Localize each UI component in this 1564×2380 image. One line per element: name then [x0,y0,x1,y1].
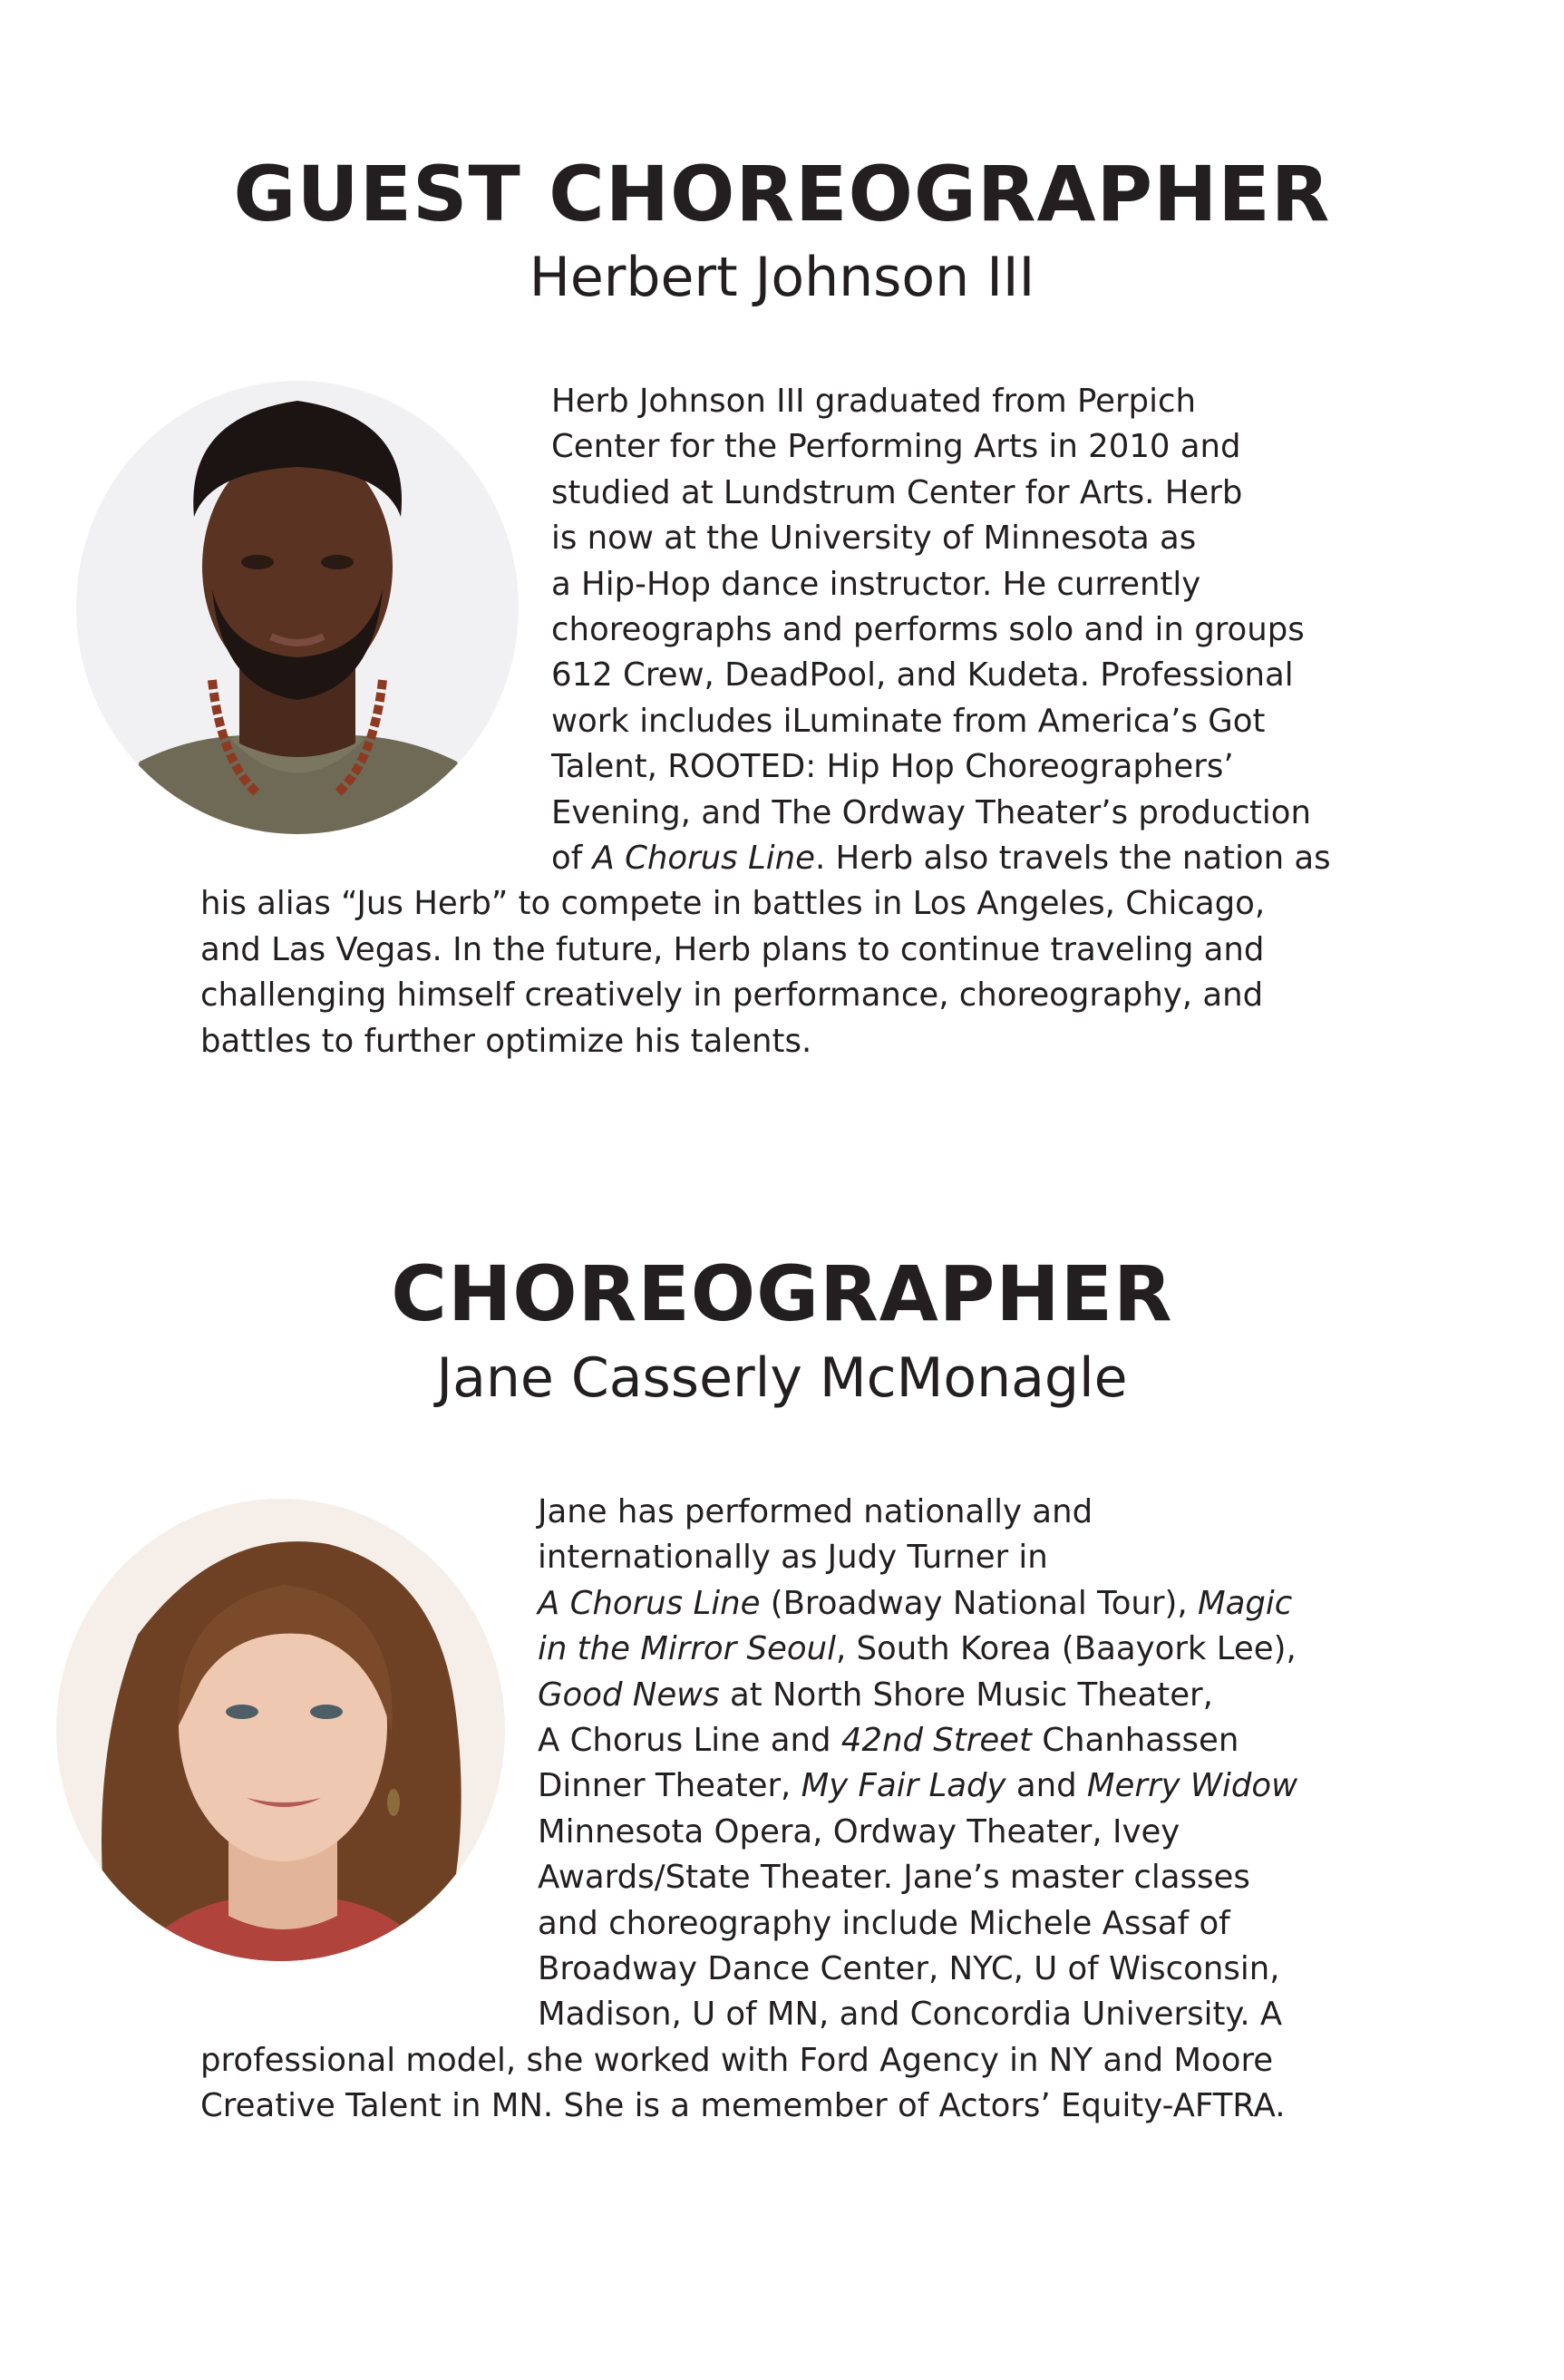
bio-italic-title: in the Mirror Seoul [538,1630,836,1668]
bio-line [200,1901,1297,1947]
bio-line [200,424,1331,470]
choreographer-name: Jane Casserly McMonagle [436,1346,1128,1410]
bio-line [200,2038,1297,2084]
bio-text-run: Jane has performed nationally and [538,1493,1093,1530]
bio-text-run: work includes iLuminate from America’s Got [551,702,1266,740]
bio-italic-title: 42nd Street [840,1722,1032,1760]
bio-line [200,562,1331,607]
bio-line [200,516,1331,561]
bio-text-run: of [551,840,593,878]
bio-line [200,1490,1297,1535]
bio-text-run: , South Korea (Baayork Lee), [835,1630,1297,1668]
bio-text-run: Talent, ROOTED: Hip Hop Choreographers’ [551,748,1234,786]
bio-line [200,607,1331,653]
bio-italic-title: Magic [1197,1584,1293,1622]
bio-text-run: professional model, she worked with Ford Agency in NY and Moore [200,2041,1274,2079]
bio-text-run: Creative Talent in MN. She is a memember of Actors’ Equity-AFTRA. [200,2087,1286,2125]
bio-text-run: Broadway Dance Center, NYC, U of Wisconsin, [538,1950,1280,1988]
choreographer-name: Herbert Johnson III [529,246,1035,309]
bio-italic-title: A Chorus Line [592,840,815,878]
bio-text-run: his alias “Jus Herb” to compete in battles in Los Angeles, Chicago, [200,885,1266,923]
bio-text-run: internationally as Judy Turner in [538,1539,1048,1577]
bio-text-run: is now at the University of Minnesota as [551,520,1197,558]
bio-text-run: Madison, U of MN, and Concordia University. A [538,1996,1283,2034]
bio-text-run: Minnesota Opera, Ordway Theater, Ivey [538,1812,1180,1851]
bio-text-run: 612 Crew, DeadPool, and Kudeta. Professional [551,656,1294,695]
bio-line [200,1581,1297,1627]
bio-line [200,1535,1297,1580]
bio-line [200,1627,1297,1672]
bio-text-run: and Las Vegas. In the future, Herb plans to continue traveling and [200,930,1265,968]
bio-text-run: Herb Johnson III graduated from Perpich [551,383,1196,420]
bio-text-run: and choreography include Michele Assaf of [538,1904,1230,1942]
bio-line [200,699,1331,744]
bio-line [200,1992,1297,2037]
bio-line [200,471,1331,516]
bio-text-run: Awards/State Theater. Jane’s master classes [538,1859,1250,1897]
bio-text-run: studied at Lundstrum Center for Arts. Herb [551,473,1243,511]
bio-italic-title: Good News [538,1676,720,1714]
section-heading: GUEST CHOREOGRAPHER [233,150,1331,238]
bio-line [200,379,1331,424]
bio-line [200,1947,1297,1992]
bio-text-run: challenging himself creatively in performance, choreography, and [200,976,1264,1015]
bio-text [200,379,1331,1064]
bio-line [200,1810,1297,1855]
bio-text-run: (Broadway National Tour), [760,1584,1198,1622]
bio-text-run: battles to further optimize his talents. [200,1022,812,1060]
bio-line [200,1718,1297,1763]
bio-line [200,791,1331,836]
bio-italic-title: Merry Widow [1086,1767,1298,1805]
bio-text-run: and [1005,1767,1087,1805]
bio-line [200,928,1331,973]
bio-line [200,1019,1331,1064]
bio-text-run: . Herb also travels the nation as [814,840,1331,878]
bio-text-run: Chanhassen [1031,1722,1239,1760]
bio-text-run: at North Shore Music Theater, [719,1676,1213,1714]
bio-text-run: Evening, and The Ordway Theater’s production [551,793,1311,831]
bio-line [200,881,1331,927]
bio-line [200,1855,1297,1900]
section-heading: CHOREOGRAPHER [391,1249,1173,1338]
bio-text-run: A Chorus Line and [538,1722,841,1760]
bio-line [200,2084,1297,2129]
bio-line [200,1673,1297,1718]
bio-line [200,744,1331,790]
bio-text-run: choreographs and performs solo and in groups [551,611,1305,649]
bio-italic-title: A Chorus Line [538,1584,761,1622]
bio-text-run: Dinner Theater, [538,1767,801,1805]
bio-text-run: Center for the Performing Arts in 2010 and [551,428,1241,466]
bio-line [200,1763,1297,1809]
bio-text [200,1490,1297,2130]
bio-line [200,653,1331,698]
bio-text-run: a Hip-Hop dance instructor. He currently [551,565,1201,603]
bio-italic-title: My Fair Lady [801,1767,1006,1805]
bio-line [200,836,1331,881]
bio-line [200,973,1331,1018]
